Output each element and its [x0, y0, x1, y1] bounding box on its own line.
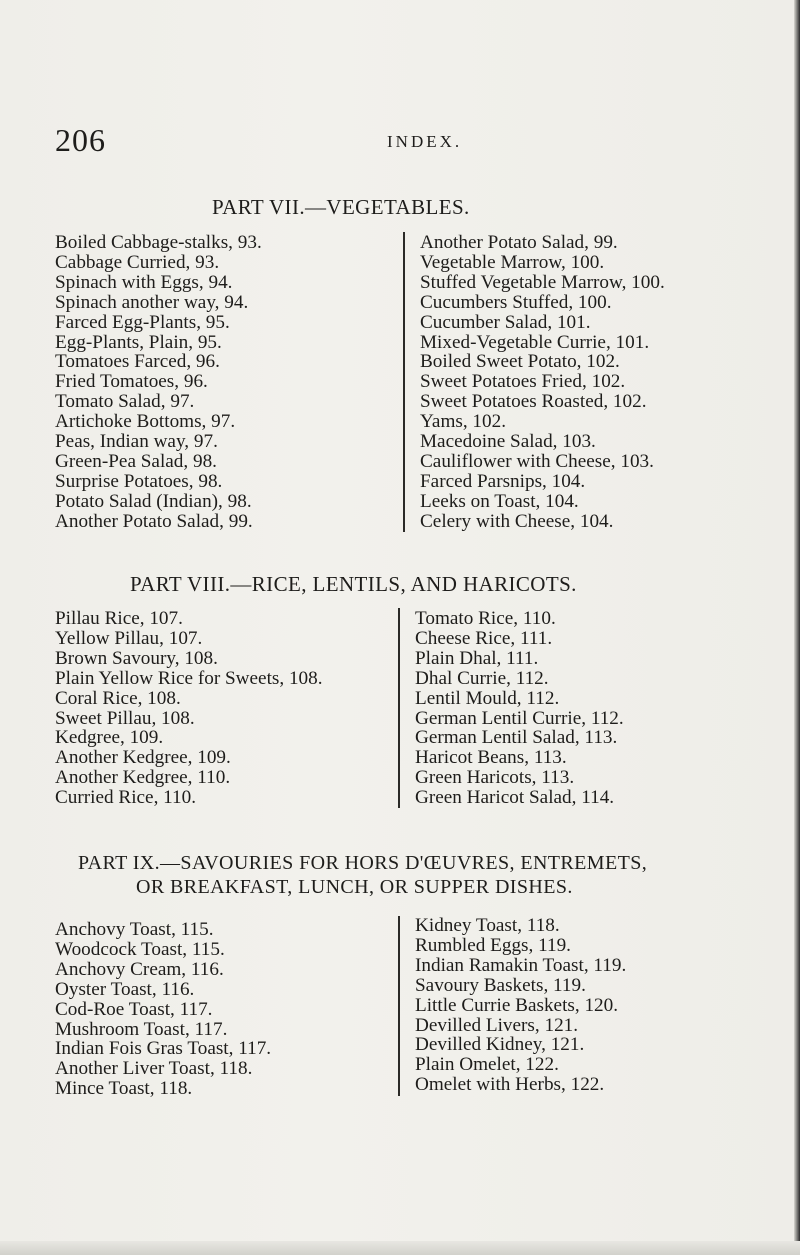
page-header — [55, 122, 755, 162]
list-item: Another Potato Salad, 99. — [55, 510, 253, 532]
list-item: Yellow Pillau, 107. — [55, 627, 203, 649]
list-item: Green Haricots, 113. — [415, 767, 575, 789]
list-item: Cucumber Salad, 101. — [420, 311, 591, 333]
list-item: Devilled Livers, 121. — [415, 1014, 579, 1036]
list-item: Another Kedgree, 109. — [55, 747, 231, 769]
list-item: Tomato Rice, 110. — [415, 608, 556, 629]
list-item: Tomatoes Farced, 96. — [55, 351, 220, 373]
list-item: Boiled Cabbage-stalks, 93. — [55, 232, 262, 253]
part-vii-right-column — [420, 233, 665, 532]
list-item: Pillau Rice, 107. — [55, 608, 183, 629]
list-item: Potato Salad (Indian), 98. — [55, 490, 252, 512]
list-item: Plain Yellow Rice for Sweets, 108. — [55, 667, 323, 689]
part-ix-right-column — [415, 916, 626, 1095]
column-divider — [403, 232, 405, 532]
part-viii-right-column — [415, 609, 624, 808]
list-item: Haricot Beans, 113. — [415, 747, 567, 769]
list-item: Indian Fois Gras Toast, 117. — [55, 1038, 272, 1060]
part-ix-left-column — [55, 920, 271, 1099]
list-item: Another Liver Toast, 118. — [55, 1058, 253, 1080]
list-item: Cucumbers Stuffed, 100. — [420, 291, 612, 313]
list-item: Artichoke Bottoms, 97. — [55, 411, 236, 433]
list-item: Vegetable Marrow, 100. — [420, 251, 605, 273]
page-bottom-edge — [0, 1241, 800, 1255]
column-divider — [398, 608, 400, 808]
list-item: Farced Egg-Plants, 95. — [55, 311, 230, 333]
section-title-part-viii: PART VIII.—RICE, LENTILS, AND HARICOTS. — [130, 572, 577, 596]
list-item: Egg-Plants, Plain, 95. — [55, 331, 222, 353]
list-item: Leeks on Toast, 104. — [420, 490, 579, 512]
column-divider — [398, 916, 400, 1096]
list-item: German Lentil Salad, 113. — [415, 727, 618, 749]
list-item: Spinach with Eggs, 94. — [55, 271, 233, 293]
list-item: Farced Parsnips, 104. — [420, 470, 586, 492]
list-item: Sweet Pillau, 108. — [55, 707, 195, 729]
section-title-part-vii: PART VII.—VEGETABLES. — [212, 195, 470, 219]
list-item: Yams, 102. — [420, 411, 507, 433]
list-item: Rumbled Eggs, 119. — [415, 934, 571, 956]
list-item: Green-Pea Salad, 98. — [55, 450, 217, 472]
list-item: Cabbage Curried, 93. — [55, 251, 220, 273]
list-item: Peas, Indian way, 97. — [55, 431, 218, 453]
list-item: Omelet with Herbs, 122. — [415, 1074, 605, 1096]
list-item: Boiled Sweet Potato, 102. — [420, 351, 620, 373]
part-viii-left-column — [55, 609, 323, 808]
part-vii-left-column — [55, 233, 262, 532]
list-item: Cauliflower with Cheese, 103. — [420, 450, 654, 472]
list-item: Mixed-Vegetable Currie, 101. — [420, 331, 650, 353]
list-item: Tomato Salad, 97. — [55, 391, 195, 413]
list-item: Celery with Cheese, 104. — [420, 510, 614, 532]
list-item: Kidney Toast, 118. — [415, 915, 560, 936]
list-item: Oyster Toast, 116. — [55, 978, 195, 1000]
list-item: Sweet Potatoes Fried, 102. — [420, 371, 626, 393]
list-item: Savoury Baskets, 119. — [415, 974, 586, 996]
list-item: Dhal Currie, 112. — [415, 667, 549, 689]
list-item: Mushroom Toast, 117. — [55, 1018, 228, 1040]
list-item: Sweet Potatoes Roasted, 102. — [420, 391, 647, 413]
list-item: Anchovy Cream, 116. — [55, 958, 224, 980]
list-item: Green Haricot Salad, 114. — [415, 787, 615, 809]
list-item: Lentil Mould, 112. — [415, 687, 560, 709]
list-item: Kedgree, 109. — [55, 727, 164, 749]
section-subtitle-part-ix: OR BREAKFAST, LUNCH, OR SUPPER DISHES. — [136, 876, 573, 898]
list-item: German Lentil Currie, 112. — [415, 707, 624, 729]
list-item: Coral Rice, 108. — [55, 687, 181, 709]
list-item: Plain Omelet, 122. — [415, 1054, 559, 1076]
list-item: Stuffed Vegetable Marrow, 100. — [420, 271, 665, 293]
list-item: Cod-Roe Toast, 117. — [55, 998, 213, 1020]
list-item: Mince Toast, 118. — [55, 1078, 193, 1100]
list-item: Spinach another way, 94. — [55, 291, 249, 313]
list-item: Another Potato Salad, 99. — [420, 232, 618, 253]
list-item: Plain Dhal, 111. — [415, 647, 539, 669]
list-item: Macedoine Salad, 103. — [420, 431, 596, 453]
list-item: Cheese Rice, 111. — [415, 627, 553, 649]
list-item: Curried Rice, 110. — [55, 787, 197, 809]
page-number: 206 — [55, 122, 106, 158]
section-title-part-ix: PART IX.—SAVOURIES FOR HORS D'ŒUVRES, ENTREMETS, — [78, 852, 648, 874]
list-item: Brown Savoury, 108. — [55, 647, 218, 669]
running-head: INDEX. — [387, 132, 463, 151]
list-item: Indian Ramakin Toast, 119. — [415, 954, 627, 976]
list-item: Devilled Kidney, 121. — [415, 1034, 585, 1056]
list-item: Fried Tomatoes, 96. — [55, 371, 208, 393]
page-edge-shadow — [794, 0, 800, 1255]
list-item: Woodcock Toast, 115. — [55, 938, 225, 960]
list-item: Surprise Potatoes, 98. — [55, 470, 223, 492]
list-item: Little Currie Baskets, 120. — [415, 994, 619, 1016]
list-item: Another Kedgree, 110. — [55, 767, 231, 789]
list-item: Anchovy Toast, 115. — [55, 919, 214, 940]
